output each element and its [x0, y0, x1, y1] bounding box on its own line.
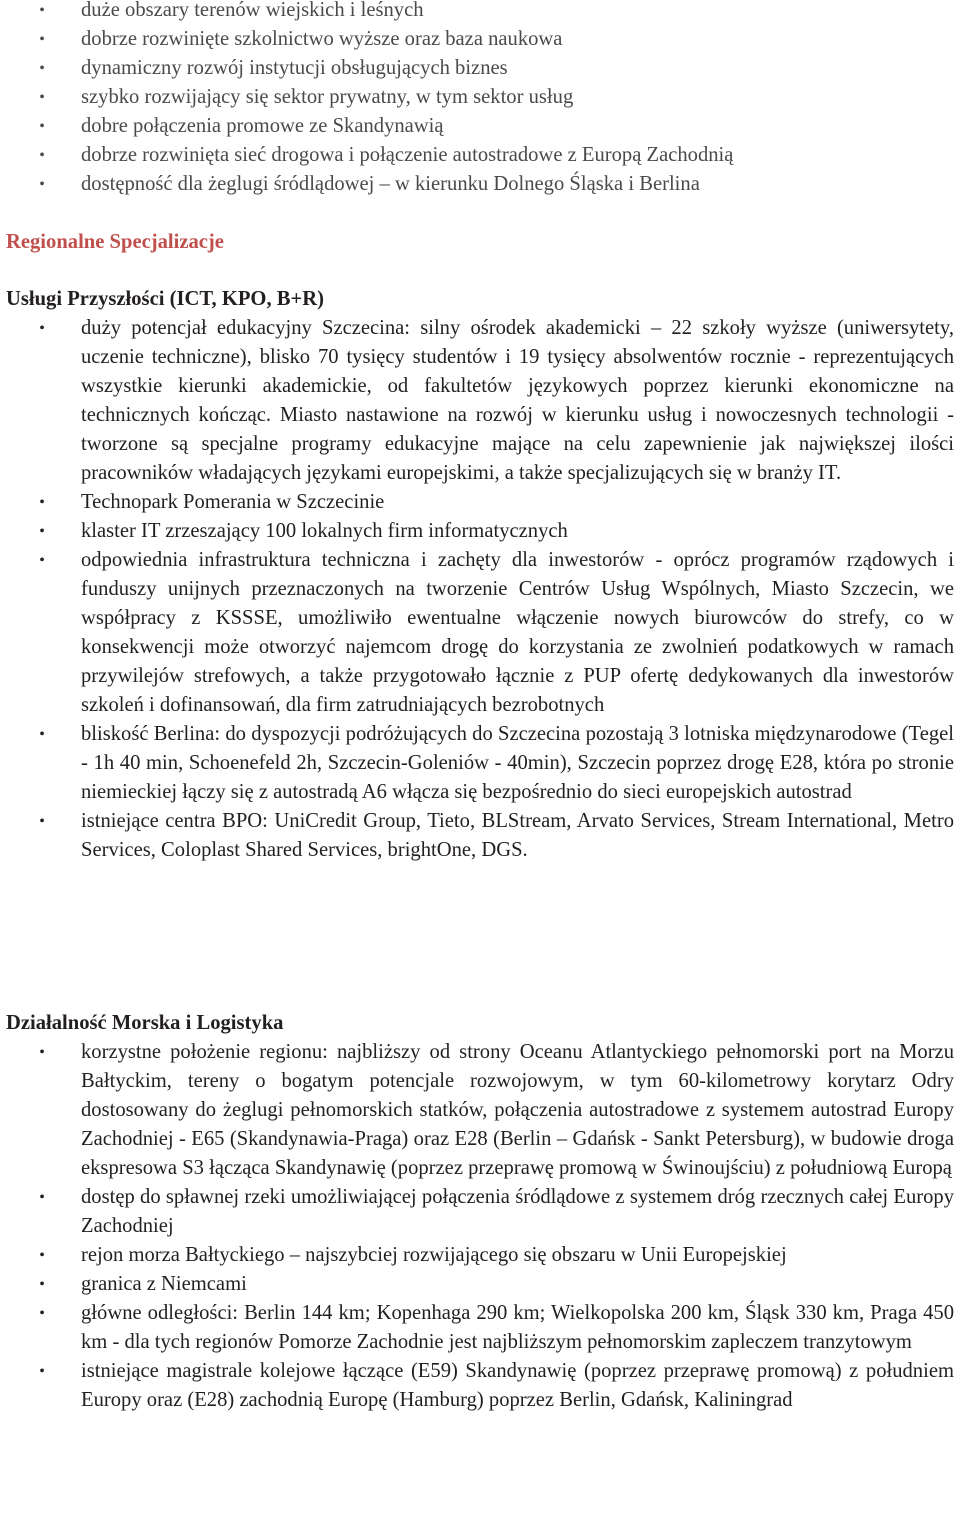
- heading-maritime-logistics: Działalność Morska i Logistyka: [6, 1012, 284, 1034]
- list-item-text: istniejące magistrale kolejowe łączące (E59) Skandynawię (poprzez przeprawę promową) z południem Europy oraz (E28) zachodnią Europę (Hamburg) poprzez Berlin, Gdańsk, Kaliningrad: [81, 1360, 954, 1411]
- bullet-icon: •: [39, 552, 45, 569]
- list-item: [0, 54, 960, 83]
- bullet-icon: •: [39, 31, 45, 48]
- list-item: [0, 112, 960, 141]
- bullet-icon: •: [39, 320, 45, 337]
- list-item-text: duże obszary terenów wiejskich i leśnych: [81, 0, 424, 21]
- list-item-text: istniejące centra BPO: UniCredit Group, Tieto, BLStream, Arvato Services, Stream International, Metro Services, Coloplast Shared Services, brightOne, DGS.: [81, 810, 954, 861]
- bullet-icon: •: [39, 1363, 45, 1380]
- list-item: [0, 1241, 960, 1270]
- bullet-icon: •: [39, 523, 45, 540]
- bullet-icon: •: [39, 813, 45, 830]
- bullet-icon: •: [39, 147, 45, 164]
- list-item-text: odpowiednia infrastruktura techniczna i zachęty dla inwestorów - oprócz programów rządowych i funduszy unijnych przeznaczonych na tworzenie Centrów Usług Wspólnych, Miasto Szczecin, we współpracy z KSSSE, umożliwiło ewentualne włączenie nowych biurowców do strefy, co w konsekwencji może otworzyć najemcom drogę do korzystania ze zwolnień podatkowych w ramach przywilejów strefowych, a także przygotowało łącznie z PUP ofertę dedykowanych dla inwestorów szkoleń i dofinansowań, dla firm zatrudniających bezrobotnych: [81, 549, 954, 716]
- list-item-text: granica z Niemcami: [81, 1273, 247, 1295]
- list-item-text: dobrze rozwinięta sieć drogowa i połączenie autostradowe z Europą Zachodnią: [81, 144, 734, 166]
- heading-future-services: Usługi Przyszłości (ICT, KPO, B+R): [6, 288, 324, 310]
- list-item: [0, 1270, 960, 1299]
- list-item-text: dobrze rozwinięte szkolnictwo wyższe oraz baza naukowa: [81, 28, 563, 50]
- list-item: [0, 1357, 960, 1415]
- list-item: [0, 720, 960, 807]
- list-item: [0, 1183, 960, 1241]
- list-item: [0, 25, 960, 54]
- list-item: [0, 517, 960, 546]
- list-item-text: rejon morza Bałtyckiego – najszybciej rozwijającego się obszaru w Unii Europejskiej: [81, 1244, 787, 1266]
- bullet-icon: •: [39, 2, 45, 19]
- list-item-text: szybko rozwijający się sektor prywatny, w tym sektor usług: [81, 86, 574, 108]
- bullet-icon: •: [39, 60, 45, 77]
- bullet-icon: •: [39, 1276, 45, 1293]
- list-item-text: korzystne położenie regionu: najbliższy od strony Oceanu Atlantyckiego pełnomorski port na Morzu Bałtyckim, tereny o bogatym potencjale rozwojowym, w tym 60-kilometrowy korytarz Odry dostosowany do żeglugi pełnomorskich statków, połączenia autostradowe z systemem autostrad Europy Zachodniej - E65 (Skandynawia-Praga) oraz E28 (Berlin – Gdańsk - Sankt Petersburg), w budowie droga ekspresowa S3 łącząca Skandynawię (poprzez przeprawę promową w Świnoujściu) z południową Europą: [81, 1041, 954, 1179]
- maritime-section: [0, 1038, 960, 1415]
- list-item-text: klaster IT zrzeszający 100 lokalnych firm informatycznych: [81, 520, 568, 542]
- services-section: [0, 314, 960, 865]
- bullet-icon: •: [39, 1044, 45, 1061]
- list-item-text: Technopark Pomerania w Szczecinie: [81, 491, 385, 513]
- intro-section: [0, 0, 960, 199]
- bullet-icon: •: [39, 494, 45, 511]
- list-item: [0, 170, 960, 199]
- list-item-text: bliskość Berlina: do dyspozycji podróżujących do Szczecina pozostają 3 lotniska międzynarodowe (Tegel - 1h 40 min, Schoenefeld 2h, Szczecin-Goleniów - 40min), Szczecin poprzez drogę E28, która po stronie niemieckiej łączy się z autostradą A6 włącza się bezpośrednio do sieci europejskich autostrad: [81, 723, 954, 803]
- list-item: [0, 1038, 960, 1183]
- list-item: [0, 807, 960, 865]
- list-item-text: dostęp do spławnej rzeki umożliwiającej połączenia śródlądowe z systemem dróg rzecznych całej Europy Zachodniej: [81, 1186, 954, 1237]
- bullet-icon: •: [39, 1247, 45, 1264]
- intro-list: [0, 0, 960, 199]
- list-item: [0, 546, 960, 720]
- services-list: [0, 314, 960, 865]
- bullet-icon: •: [39, 1189, 45, 1206]
- list-item-text: dostępność dla żeglugi śródlądowej – w kierunku Dolnego Śląska i Berlina: [81, 173, 700, 195]
- list-item: [0, 314, 960, 488]
- list-item: [0, 1299, 960, 1357]
- list-item: [0, 141, 960, 170]
- list-item-text: główne odległości: Berlin 144 km; Kopenhaga 290 km; Wielkopolska 200 km, Śląsk 330 km, Praga 450 km - dla tych regionów Pomorze Zachodnie jest najbliższym pełnomorskim zapleczem tranzytowym: [81, 1302, 954, 1353]
- bullet-icon: •: [39, 726, 45, 743]
- list-item-text: duży potencjał edukacyjny Szczecina: silny ośrodek akademicki – 22 szkoły wyższe (uniwersytety, uczenie techniczne), blisko 70 tysięcy studentów i 19 tysięcy absolwentów rocznie - reprezentujących wszystkie kierunki akademickie, od fakultetów językowych poprzez kierunki ekonomiczne na technicznych kończąc. Miasto nastawione na rozwój w kierunku usług i nowoczesnych technologii - tworzone są specjalne programy edukacyjne mające na celu zapewnienie jak największej ilości pracowników władających językami europejskimi, a także specjalizujących się w branży IT.: [81, 317, 954, 484]
- bullet-icon: •: [39, 89, 45, 106]
- heading-regional-specializations: Regionalne Specjalizacje: [6, 231, 224, 253]
- list-item-text: dynamiczny rozwój instytucji obsługujących biznes: [81, 57, 508, 79]
- bullet-icon: •: [39, 118, 45, 135]
- list-item: [0, 0, 960, 25]
- maritime-list: [0, 1038, 960, 1415]
- bullet-icon: •: [39, 176, 45, 193]
- bullet-icon: •: [39, 1305, 45, 1322]
- list-item-text: dobre połączenia promowe ze Skandynawią: [81, 115, 444, 137]
- list-item: [0, 83, 960, 112]
- list-item: [0, 488, 960, 517]
